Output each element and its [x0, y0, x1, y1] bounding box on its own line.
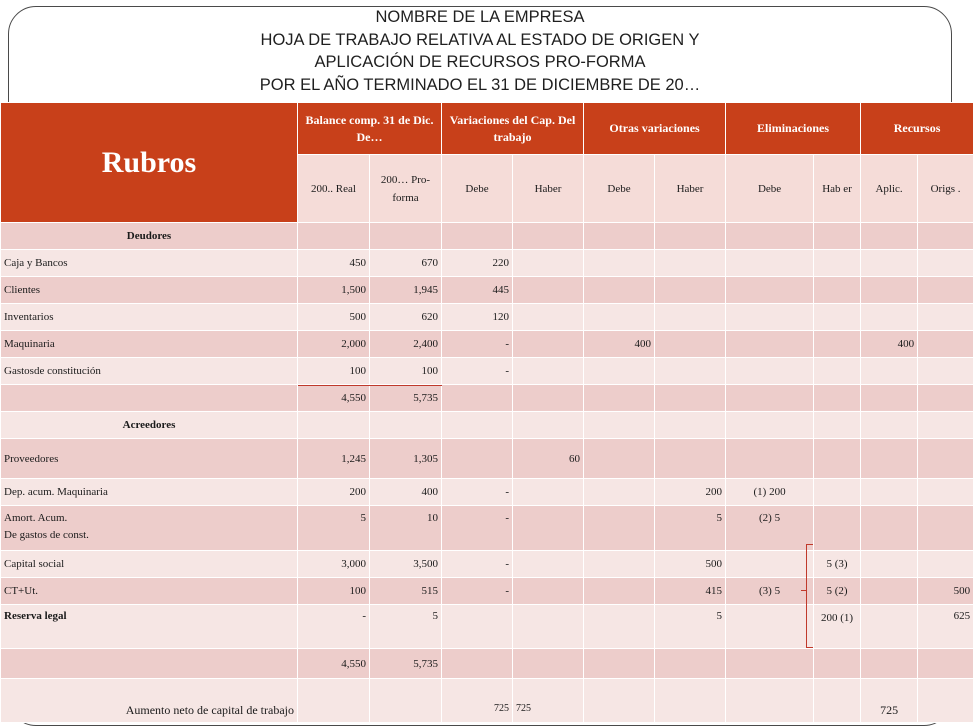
bracket-tick — [801, 590, 807, 591]
subheader-otras-haber: Haber — [655, 155, 726, 223]
worksheet-title-line2: APLICACIÓN DE RECURSOS PRO-FORMA — [314, 53, 646, 71]
cell-real: 3,000 — [298, 551, 370, 578]
cell-var-debe: - — [442, 551, 513, 578]
cell-otras-haber: 5 — [655, 506, 726, 551]
table-row — [1, 412, 974, 439]
subheader-elim-haber: Hab er — [814, 155, 861, 223]
cell-var-debe: - — [442, 506, 513, 551]
cell-elim-haber: 5 (2) — [814, 578, 861, 605]
subheader-proforma: 200… Pro-forma — [370, 155, 442, 223]
cell-var-debe: 120 — [442, 304, 513, 331]
cell-elim-debe: (1) 200 — [726, 479, 814, 506]
worksheet-table — [0, 102, 974, 723]
cell-otras-haber: 415 — [655, 578, 726, 605]
cell-proforma: 100 — [370, 358, 442, 385]
otras-header: Otras variaciones — [584, 103, 726, 155]
cell-proforma: 400 — [370, 479, 442, 506]
subheader-elim-debe: Debe — [726, 155, 814, 223]
cell-proforma: 3,500 — [370, 551, 442, 578]
cell-total-proforma: 5,735 — [370, 649, 442, 679]
section-deudores: Deudores — [1, 223, 298, 250]
cell-proforma: 1,305 — [370, 439, 442, 479]
table-row — [1, 250, 974, 277]
cell-otras-haber: 500 — [655, 551, 726, 578]
cell-real: 5 — [298, 506, 370, 551]
cell-var-debe: 445 — [442, 277, 513, 304]
row-label-aumento: Aumento neto de capital de trabajo — [1, 679, 298, 723]
subheader-var-debe: Debe — [442, 155, 513, 223]
cell-real: 450 — [298, 250, 370, 277]
cell-otras-haber: 200 — [655, 479, 726, 506]
row-label: Proveedores — [1, 439, 298, 479]
row-label: CT+Ut. — [1, 578, 298, 605]
cell-proforma: 515 — [370, 578, 442, 605]
table-row — [1, 506, 974, 551]
cell-proforma: 620 — [370, 304, 442, 331]
row-label: Gastosde constitución — [1, 358, 298, 385]
cell-real: 1,245 — [298, 439, 370, 479]
cell-elim-haber: 200 (1) — [814, 605, 861, 649]
cell-var-debe: - — [442, 358, 513, 385]
balance-header: Balance comp. 31 de Dic. De… — [298, 103, 442, 155]
variaciones-header: Variaciones del Cap. Del trabajo — [442, 103, 584, 155]
cell-aplic: 400 — [861, 331, 918, 358]
cell-total-proforma: 5,735 — [370, 385, 442, 412]
cell-var-debe: - — [442, 331, 513, 358]
table-row — [1, 578, 974, 605]
cell-origs: 500 — [918, 578, 974, 605]
eliminaciones-header: Eliminaciones — [726, 103, 861, 155]
row-label: Capital social — [1, 551, 298, 578]
cell-aplic: 725 — [861, 679, 918, 723]
total-underline-real — [298, 385, 370, 386]
table-row — [1, 649, 974, 679]
worksheet-title-line1: HOJA DE TRABAJO RELATIVA AL ESTADO DE ORIGEN Y — [260, 30, 700, 49]
table-row — [1, 439, 974, 479]
cell-total-real: 4,550 — [298, 385, 370, 412]
row-label: Reserva legal — [1, 605, 298, 649]
table-row — [1, 479, 974, 506]
subheader-real: 200.. Real — [298, 155, 370, 223]
section-acreedores: Acreedores — [1, 412, 298, 439]
subheader-otras-debe: Debe — [584, 155, 655, 223]
row-label — [1, 506, 298, 551]
cell-otras-haber: 5 — [655, 605, 726, 649]
total-underline-proforma — [370, 385, 442, 386]
table-row — [1, 551, 974, 578]
cell-real: 500 — [298, 304, 370, 331]
cell-var-debe: - — [442, 578, 513, 605]
cell-total-real: 4,550 — [298, 649, 370, 679]
row-label-line2: De gastos de const. — [4, 529, 89, 541]
subheader-aplic: Aplic. — [861, 155, 918, 223]
cell-real: 1,500 — [298, 277, 370, 304]
table-row — [1, 605, 974, 649]
cell-real: 100 — [298, 358, 370, 385]
elimination-bracket — [806, 544, 813, 648]
company-name: NOMBRE DE LA EMPRESA — [375, 8, 585, 26]
table-row — [1, 277, 974, 304]
table-row — [1, 679, 974, 723]
table-row — [1, 358, 974, 385]
row-label: Inventarios — [1, 304, 298, 331]
row-label: Maquinaria — [1, 331, 298, 358]
cell-proforma: 10 — [370, 506, 442, 551]
row-label: Clientes — [1, 277, 298, 304]
cell-var-debe: 725 — [442, 679, 513, 723]
cell-real: 2,000 — [298, 331, 370, 358]
cell-elim-haber: 5 (3) — [814, 551, 861, 578]
table-row — [1, 331, 974, 358]
table-row — [1, 304, 974, 331]
cell-proforma: 670 — [370, 250, 442, 277]
cell-proforma: 2,400 — [370, 331, 442, 358]
cell-proforma: 1,945 — [370, 277, 442, 304]
table-row — [1, 223, 974, 250]
cell-var-haber: 60 — [513, 439, 584, 479]
cell-real: 200 — [298, 479, 370, 506]
row-label-line1: Amort. Acum. — [4, 512, 68, 524]
cell-real: 100 — [298, 578, 370, 605]
cell-var-debe: - — [442, 479, 513, 506]
table-row — [1, 385, 974, 412]
worksheet-period: POR EL AÑO TERMINADO EL 31 DE DICIEMBRE DE 20… — [259, 75, 701, 94]
rubros-header: Rubros — [1, 103, 298, 223]
cell-otras-debe: 400 — [584, 331, 655, 358]
subheader-var-haber: Haber — [513, 155, 584, 223]
cell-real: - — [298, 605, 370, 649]
subheader-origs: Origs . — [918, 155, 974, 223]
recursos-header: Recursos — [861, 103, 974, 155]
row-label: Dep. acum. Maquinaria — [1, 479, 298, 506]
cell-var-debe: 220 — [442, 250, 513, 277]
cell-var-haber: 725 — [513, 679, 584, 723]
cell-origs: 625 — [918, 605, 974, 649]
cell-elim-debe: (2) 5 — [726, 506, 814, 551]
row-label: Caja y Bancos — [1, 250, 298, 277]
cell-elim-debe: (3) 5 — [726, 578, 814, 605]
cell-proforma: 5 — [370, 605, 442, 649]
worksheet-header — [0, 6, 960, 96]
